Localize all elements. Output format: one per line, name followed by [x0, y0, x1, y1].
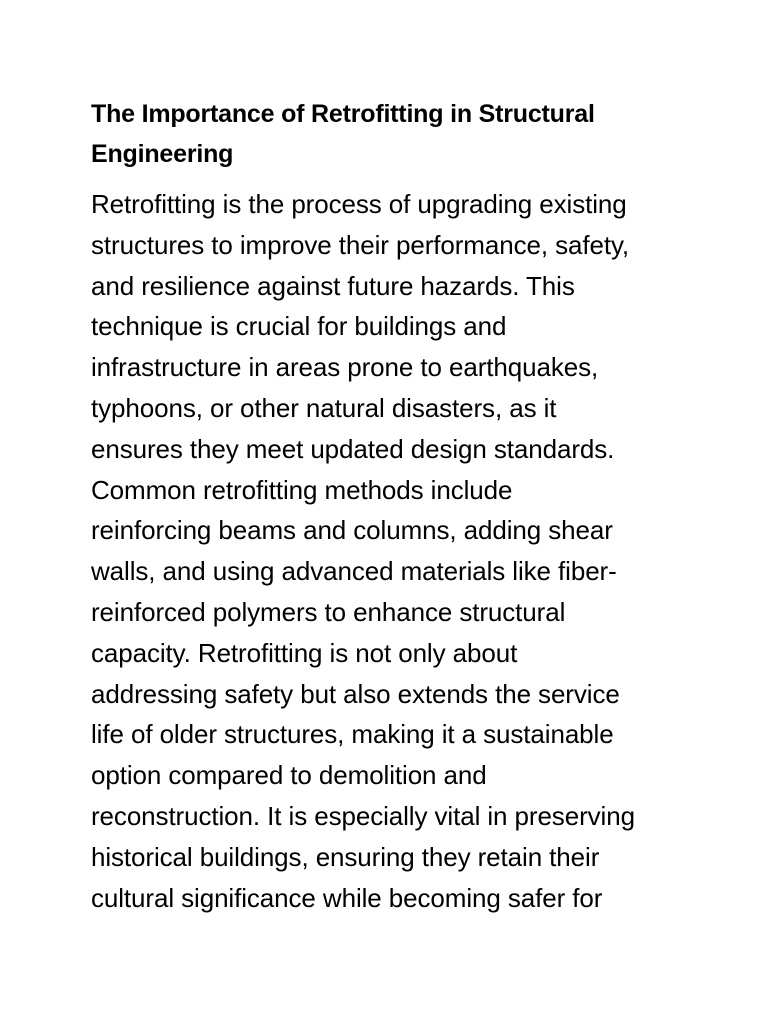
- body-line: walls, and using advanced materials like fiber-: [91, 556, 617, 587]
- body-line: capacity. Retrofitting is not only about: [91, 637, 518, 668]
- body-line: infrastructure in areas prone to earthquakes,: [91, 352, 599, 383]
- body-line: and resilience against future hazards. This: [91, 270, 575, 301]
- document-body-paragraph: [91, 184, 687, 918]
- body-line: technique is crucial for buildings and: [91, 311, 507, 342]
- title-line-2: Engineering: [91, 140, 234, 168]
- body-line: Common retrofitting methods include: [91, 474, 513, 505]
- body-line: reconstruction. It is especially vital in preserving: [91, 800, 635, 831]
- body-line: reinforced polymers to enhance structural: [91, 596, 566, 627]
- body-line: structures to improve their performance, safety,: [91, 229, 630, 260]
- body-line: life of older structures, making it a sustainable: [91, 719, 614, 750]
- body-line: historical buildings, ensuring they retain their: [91, 841, 600, 872]
- body-line: Retrofitting is the process of upgrading existing: [91, 189, 627, 219]
- document-title: [91, 94, 687, 174]
- body-line: typhoons, or other natural disasters, as it: [91, 392, 557, 423]
- body-line: option compared to demolition and: [91, 760, 487, 791]
- body-line: addressing safety but also extends the service: [91, 678, 620, 709]
- document-content: [91, 94, 687, 918]
- body-line: ensures they meet updated design standards.: [91, 433, 615, 464]
- body-line: cultural significance while becoming safer for: [91, 882, 603, 913]
- body-line: reinforcing beams and columns, adding shear: [91, 515, 613, 546]
- title-line-1: The Importance of Retrofitting in Structural: [91, 100, 595, 128]
